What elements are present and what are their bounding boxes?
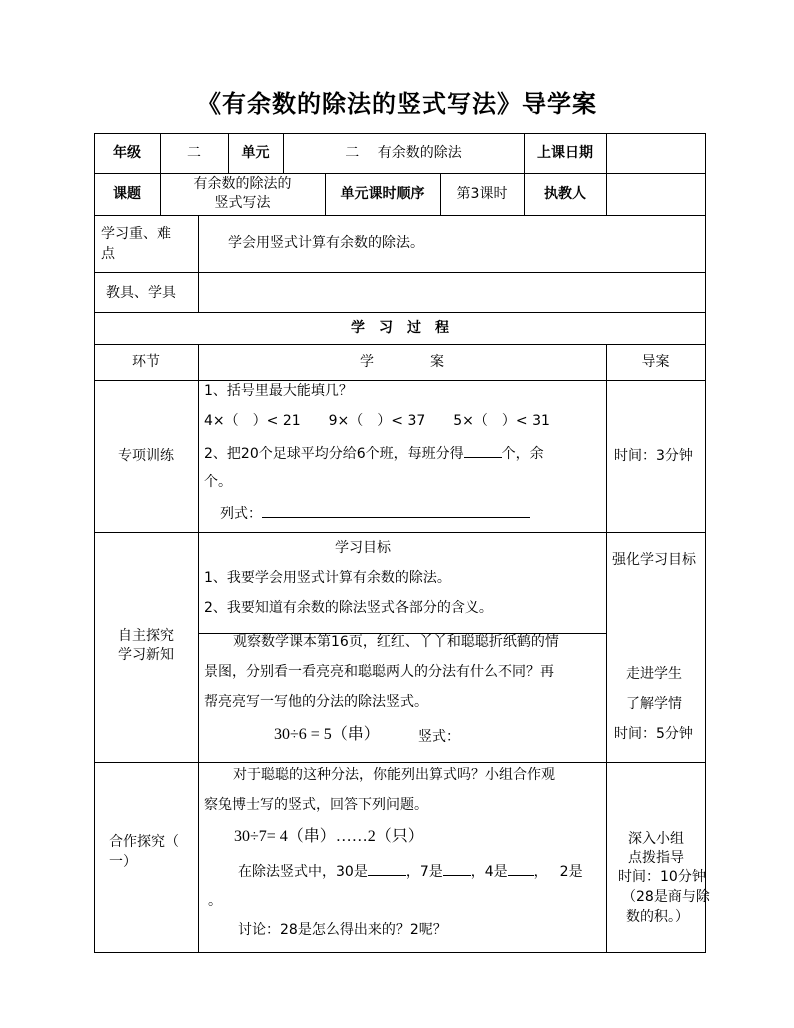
formula-blank[interactable] xyxy=(262,503,530,518)
coop-q-sep: ， xyxy=(533,864,548,880)
col-plan-header: 学 案 xyxy=(360,354,444,370)
col-stage-header: 环节 xyxy=(132,354,160,370)
topic-line-2: 竖式写法 xyxy=(214,195,271,211)
guide-enter-students: 走进学生 xyxy=(626,666,682,682)
coop-question xyxy=(238,861,583,882)
stage-self-explore-line-2: 学习新知 xyxy=(118,647,174,663)
observe-para-1: 观察数学课本第16页，红红、丫丫和聪聪折纸鹤的情 xyxy=(233,634,559,650)
guide-note-2: 数的积。） xyxy=(626,909,689,925)
tools-label: 教具、学具 xyxy=(106,285,176,301)
coop-para-1: 对于聪聪的这种分法，你能列出算式吗？小组合作观 xyxy=(233,767,555,783)
guide-drill-time: 时间：3分钟 xyxy=(614,448,693,464)
observe-para-2: 景图，分别看一看亮亮和聪聪两人的分法有什么不同？再 xyxy=(204,664,554,680)
topic-value xyxy=(160,175,325,213)
coop-question-end: 。 xyxy=(208,893,222,909)
process-heading: 学 习 过 程 xyxy=(351,320,449,336)
goal-title: 学习目标 xyxy=(335,540,391,556)
goal-2: 2、我要知道有余数的除法竖式各部分的含义。 xyxy=(204,600,493,616)
grade-label: 年级 xyxy=(113,145,141,161)
drill-q1: 1、括号里最大能填几？ xyxy=(204,383,353,399)
topic-line-1: 有余数的除法的 xyxy=(193,176,292,192)
blank-divisor[interactable] xyxy=(443,861,471,876)
coop-q-divisor: ，7是 xyxy=(405,864,443,880)
drill-formula xyxy=(220,503,530,524)
guide-coach: 点拨指导 xyxy=(628,850,684,866)
blank-dividend[interactable] xyxy=(368,861,406,876)
stage-drill: 专项训练 xyxy=(118,448,174,464)
coop-para-2: 察兔博士写的竖式，回答下列问题。 xyxy=(204,797,428,813)
date-label: 上课日期 xyxy=(537,145,593,161)
equation-liangliang: 30÷6 = 5（串） xyxy=(274,726,380,743)
unit-label: 单元 xyxy=(241,145,270,161)
observe-para-3: 帮亮亮写一写他的分法的除法竖式。 xyxy=(204,694,428,710)
stage-cooperate-line-2: 一） xyxy=(109,854,137,870)
coop-discuss: 讨论：28是怎么得出来的？2呢？ xyxy=(238,922,447,938)
topic-label: 课题 xyxy=(113,186,141,202)
guide-group: 深入小组 xyxy=(628,831,684,847)
page-title: 《有余数的除法的竖式写法》导学案 xyxy=(197,90,597,118)
focus-label-line-2: 点 xyxy=(101,246,115,262)
focus-value: 学会用竖式计算有余数的除法。 xyxy=(228,235,424,251)
focus-label xyxy=(101,224,171,264)
coop-q-remainder: 2是 xyxy=(559,864,583,880)
guide-goal: 强化学习目标 xyxy=(612,552,696,568)
coop-q-dividend: 在除法竖式中，30是 xyxy=(238,864,368,880)
blank-quotient[interactable] xyxy=(508,861,534,876)
answer-blank-per-class[interactable] xyxy=(464,443,502,458)
drill-q1-items: 4×（ ）< 21 9×（ ）< 37 5×（ ）< 31 xyxy=(204,413,550,429)
drill-formula-label: 列式： xyxy=(220,506,262,522)
drill-q2-text: 2、把20个足球平均分给6个班，每班分得 xyxy=(204,446,464,462)
unit-value: 二 有余数的除法 xyxy=(345,145,462,161)
order-label: 单元课时顺序 xyxy=(340,186,425,202)
coop-q-quotient: ，4是 xyxy=(470,864,508,880)
order-value: 第3课时 xyxy=(456,186,508,202)
drill-q2-tail: 个，余 xyxy=(501,446,544,462)
stage-self-explore-line-1: 自主探究 xyxy=(118,628,174,644)
stage-cooperate xyxy=(109,832,179,872)
goal-1: 1、我要学会用竖式计算有余数的除法。 xyxy=(204,570,451,586)
focus-label-line-1: 学习重、难 xyxy=(101,226,171,242)
stage-cooperate-line-1: 合作探究（ xyxy=(109,834,179,850)
vertical-label: 竖式： xyxy=(418,729,460,745)
guide-self-time: 时间：5分钟 xyxy=(614,726,693,742)
guide-note-1: （28是商与除 xyxy=(622,889,710,905)
guide-coop-time: 时间：10分钟 xyxy=(618,869,706,885)
equation-congcong: 30÷7= 4（串）……2（只） xyxy=(234,828,424,845)
stage-self-explore xyxy=(94,627,198,665)
grade-value: 二 xyxy=(187,145,201,161)
guide-understand: 了解学情 xyxy=(626,696,682,712)
teacher-label: 执教人 xyxy=(544,186,586,202)
drill-q2-end: 个。 xyxy=(204,474,232,490)
drill-q2 xyxy=(204,443,544,464)
col-guide-header: 导案 xyxy=(641,354,670,370)
